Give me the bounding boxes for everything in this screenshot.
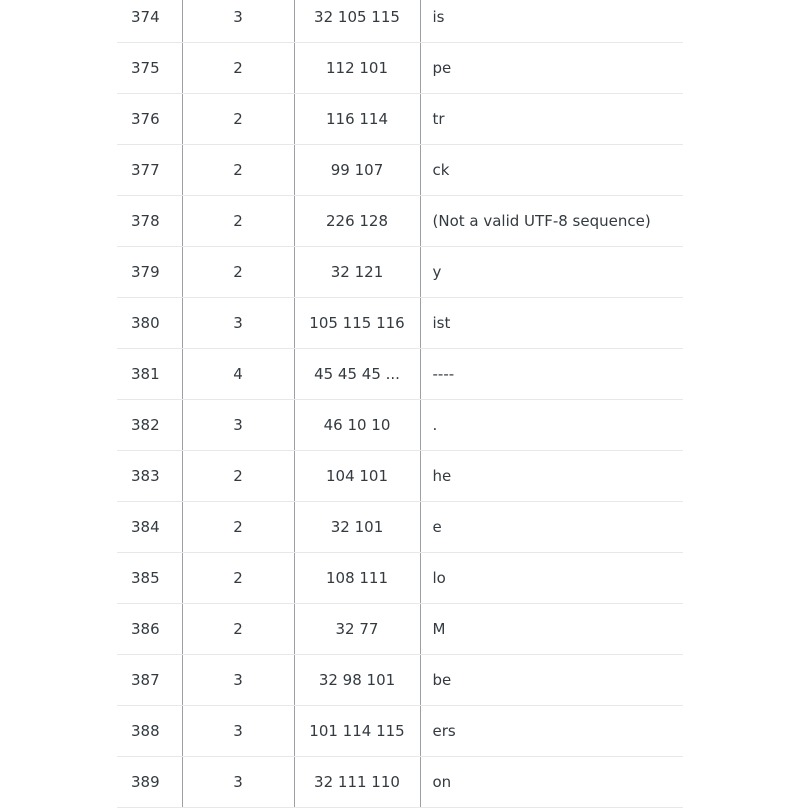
token-id-cell: 388 <box>117 706 182 757</box>
token-bytes-cell: 101 114 115 <box>294 706 420 757</box>
token-text-cell: ist <box>420 298 683 349</box>
token-length-cell: 3 <box>182 655 294 706</box>
token-bytes-cell: 32 111 110 <box>294 757 420 808</box>
token-id-cell: 381 <box>117 349 182 400</box>
token-bytes-cell: 112 101 <box>294 43 420 94</box>
table-row <box>117 247 683 298</box>
token-id-cell: 374 <box>117 0 182 43</box>
table-row <box>117 145 683 196</box>
token-bytes-cell: 32 121 <box>294 247 420 298</box>
token-table-container <box>117 0 683 808</box>
token-length-cell: 3 <box>182 400 294 451</box>
token-bytes-cell: 46 10 10 <box>294 400 420 451</box>
table-row <box>117 400 683 451</box>
token-id-cell: 383 <box>117 451 182 502</box>
table-row <box>117 502 683 553</box>
token-id-cell: 375 <box>117 43 182 94</box>
token-table-body <box>117 0 683 808</box>
token-id-cell: 376 <box>117 94 182 145</box>
token-text-cell: is <box>420 0 683 43</box>
token-id-cell: 382 <box>117 400 182 451</box>
token-bytes-cell: 32 105 115 <box>294 0 420 43</box>
token-length-cell: 3 <box>182 0 294 43</box>
token-bytes-cell: 32 77 <box>294 604 420 655</box>
table-row <box>117 43 683 94</box>
token-text-cell: ck <box>420 145 683 196</box>
token-bytes-cell: 116 114 <box>294 94 420 145</box>
token-id-cell: 386 <box>117 604 182 655</box>
token-length-cell: 3 <box>182 298 294 349</box>
token-length-cell: 2 <box>182 145 294 196</box>
token-text-cell: ers <box>420 706 683 757</box>
token-length-cell: 2 <box>182 553 294 604</box>
token-bytes-cell: 105 115 116 <box>294 298 420 349</box>
token-id-cell: 385 <box>117 553 182 604</box>
token-length-cell: 2 <box>182 196 294 247</box>
token-id-cell: 377 <box>117 145 182 196</box>
token-length-cell: 2 <box>182 604 294 655</box>
table-row <box>117 706 683 757</box>
token-bytes-cell: 108 111 <box>294 553 420 604</box>
table-row <box>117 604 683 655</box>
token-id-cell: 384 <box>117 502 182 553</box>
token-text-cell: y <box>420 247 683 298</box>
token-id-cell: 378 <box>117 196 182 247</box>
token-length-cell: 2 <box>182 43 294 94</box>
token-text-cell: on <box>420 757 683 808</box>
token-id-cell: 380 <box>117 298 182 349</box>
token-text-cell: lo <box>420 553 683 604</box>
token-text-cell: he <box>420 451 683 502</box>
token-id-cell: 387 <box>117 655 182 706</box>
token-length-cell: 2 <box>182 451 294 502</box>
token-bytes-cell: 45 45 45 ... <box>294 349 420 400</box>
token-text-cell: M <box>420 604 683 655</box>
token-text-cell: ---- <box>420 349 683 400</box>
table-row <box>117 196 683 247</box>
token-table <box>117 0 683 808</box>
table-row <box>117 94 683 145</box>
token-length-cell: 3 <box>182 706 294 757</box>
token-bytes-cell: 32 98 101 <box>294 655 420 706</box>
table-row <box>117 349 683 400</box>
token-id-cell: 379 <box>117 247 182 298</box>
token-text-cell: be <box>420 655 683 706</box>
token-bytes-cell: 226 128 <box>294 196 420 247</box>
token-text-cell: . <box>420 400 683 451</box>
table-row <box>117 0 683 43</box>
token-text-cell: e <box>420 502 683 553</box>
table-row <box>117 655 683 706</box>
token-bytes-cell: 32 101 <box>294 502 420 553</box>
token-length-cell: 2 <box>182 247 294 298</box>
token-text-cell: pe <box>420 43 683 94</box>
token-length-cell: 4 <box>182 349 294 400</box>
token-length-cell: 2 <box>182 502 294 553</box>
token-length-cell: 3 <box>182 757 294 808</box>
table-row <box>117 553 683 604</box>
token-bytes-cell: 99 107 <box>294 145 420 196</box>
table-row <box>117 451 683 502</box>
token-length-cell: 2 <box>182 94 294 145</box>
token-text-cell: (Not a valid UTF-8 sequence) <box>420 196 683 247</box>
table-row <box>117 298 683 349</box>
token-bytes-cell: 104 101 <box>294 451 420 502</box>
token-id-cell: 389 <box>117 757 182 808</box>
token-text-cell: tr <box>420 94 683 145</box>
